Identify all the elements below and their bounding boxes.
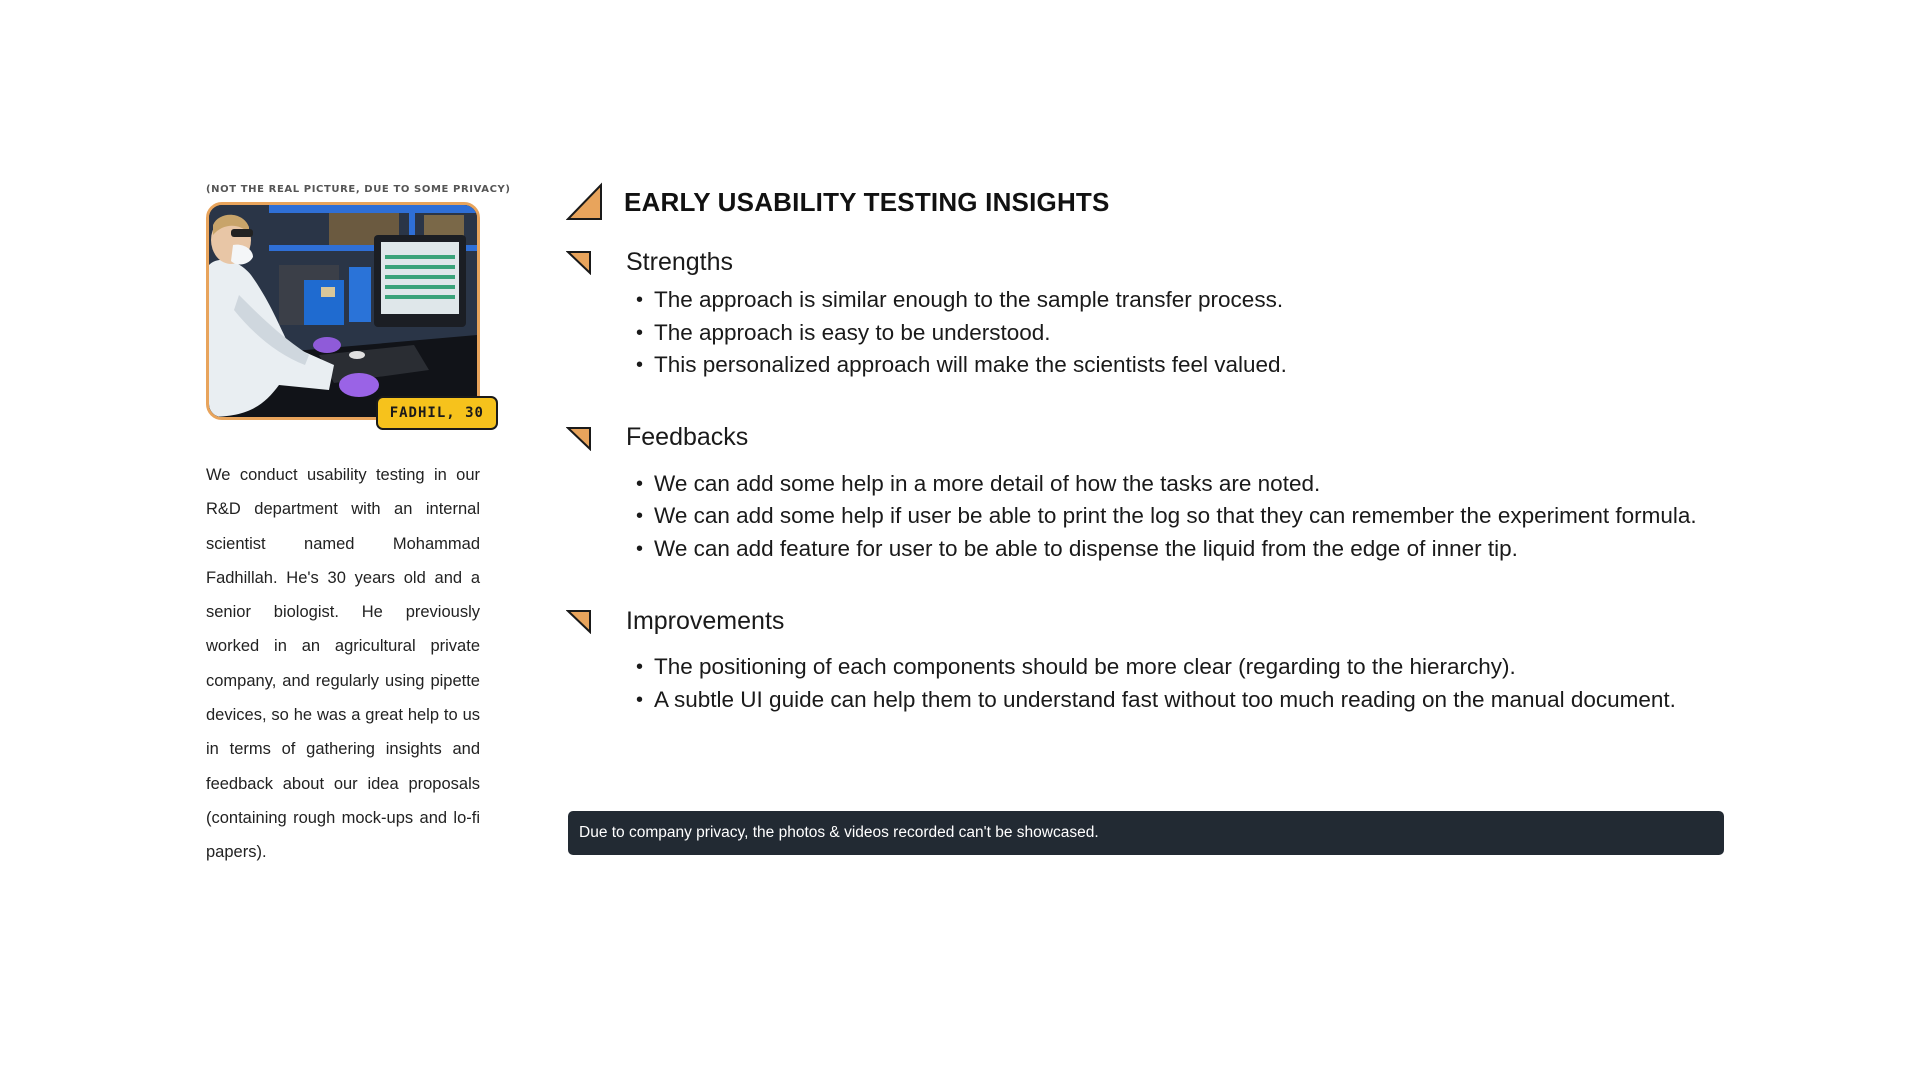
section-header (566, 420, 1726, 456)
list-item: • We can add some help in a more detail of how the tasks are noted. (636, 468, 1726, 501)
page-title: EARLY USABILITY TESTING INSIGHTS (624, 186, 1110, 217)
section-title: Improvements (626, 606, 785, 635)
bullet-list (566, 284, 1726, 382)
list-item: • The positioning of each components should be more clear (regarding to the hierarchy). (636, 651, 1726, 684)
section-feedbacks (566, 420, 1726, 566)
section-improvements (566, 603, 1726, 716)
triangle-down-icon (566, 249, 592, 275)
triangle-corner-icon (566, 182, 604, 222)
persona-bio: We conduct usability testing in our R&D department with an internal scientist named Mohammad Fadhillah. He's 30 years old and a senior biologist. He previously worked in an agricultural private company, and regularly using pipette devices, so he was a great help to us in terms of gathering insights and feedback about our idea proposals (containing rough mock-ups and lo-fi papers). (206, 466, 480, 862)
triangle-down-icon (566, 608, 592, 634)
privacy-banner (568, 811, 1724, 855)
lab-scene-image (209, 205, 477, 417)
title-row (566, 180, 1726, 224)
section-strengths (566, 244, 1726, 382)
bullet-list (566, 651, 1726, 716)
persona-name-badge: FADHIL, 30 (376, 396, 498, 430)
list-item: • We can add some help if user be able to print the log so that they can remember the experiment formula. (636, 500, 1726, 533)
list-item: • We can add feature for user to be able to dispense the liquid from the edge of inner tip. (636, 533, 1726, 566)
bullet-list (566, 468, 1726, 566)
list-item: • The approach is easy to be understood. (636, 317, 1726, 350)
triangle-down-icon (566, 425, 592, 451)
privacy-note: Due to company privacy, the photos & videos recorded can't be showcased. (579, 824, 1099, 841)
persona-card (206, 184, 511, 870)
section-header (566, 244, 1726, 280)
list-item: • The approach is similar enough to the sample transfer process. (636, 284, 1726, 317)
section-header (566, 603, 1726, 639)
photo-caption: (NOT THE REAL PICTURE, DUE TO SOME PRIVACY) (206, 184, 511, 195)
persona-photo-wrap (206, 202, 484, 421)
persona-photo (206, 202, 480, 420)
list-item: • This personalized approach will make the scientists feel valued. (636, 349, 1726, 382)
section-title: Strengths (626, 247, 734, 276)
list-item: • A subtle UI guide can help them to understand fast without too much reading on the manual document. (636, 684, 1726, 717)
section-title: Feedbacks (626, 423, 749, 451)
insights-panel (566, 180, 1726, 716)
